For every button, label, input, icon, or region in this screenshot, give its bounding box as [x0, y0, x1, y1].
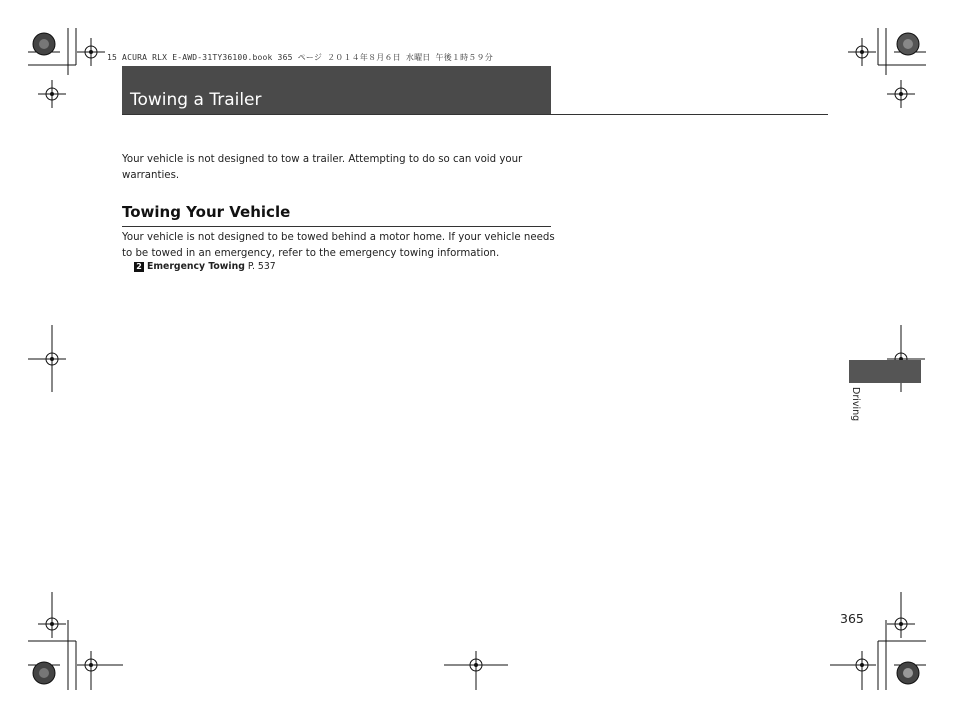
reference-arrow-icon: 2 — [134, 262, 144, 272]
reference-link[interactable]: Emergency Towing — [147, 261, 245, 272]
page-title: Towing a Trailer — [130, 90, 262, 110]
section-paragraph: Your vehicle is not designed to be towed behind a motor home. If your vehicle needs to be towed in an emergency, refer to the emergency towing information. — [122, 232, 555, 259]
page-number: 365 — [840, 611, 864, 626]
section-heading: Towing Your Vehicle — [122, 203, 291, 221]
intro-paragraph: Your vehicle is not designed to tow a trailer. Attempting to do so can void your warranties. — [122, 154, 523, 181]
section-divider — [122, 226, 551, 227]
print-header: 15 ACURA RLX E-AWD-31TY36100.book 365 ページ ２０１４年８月６日 水曜日 午後１時５９分 — [107, 53, 493, 62]
reference-page: P. 537 — [247, 261, 276, 272]
cross-reference[interactable] — [134, 261, 276, 272]
title-divider — [122, 114, 828, 115]
chapter-tab-label: Driving — [850, 387, 861, 422]
chapter-tab — [849, 360, 921, 383]
title-bar — [122, 66, 551, 114]
